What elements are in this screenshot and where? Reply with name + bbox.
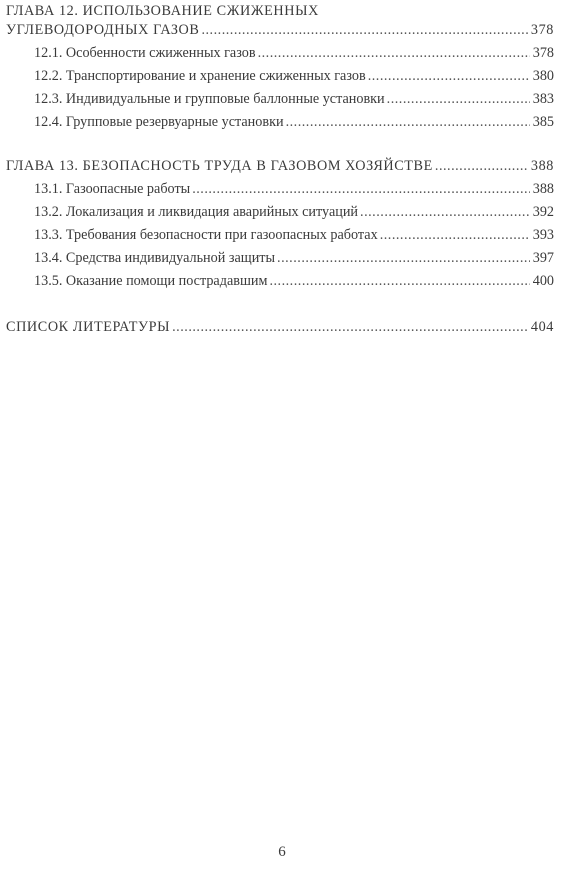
toc-entry-page: 393 xyxy=(532,227,554,243)
dot-leader xyxy=(192,180,530,198)
toc-entry-page: 388 xyxy=(532,181,554,197)
dot-leader xyxy=(277,249,530,267)
dot-leader xyxy=(360,203,530,221)
toc-entry-12-2[interactable] xyxy=(34,67,554,85)
dot-leader xyxy=(387,90,530,108)
toc-entry-12-4[interactable] xyxy=(34,113,554,131)
toc-entry-13-1[interactable] xyxy=(34,180,554,198)
chapter-12-entry[interactable] xyxy=(6,21,554,39)
toc-entry-page: 397 xyxy=(532,250,554,266)
toc-entry-page: 378 xyxy=(532,45,554,61)
chapter-12-page: 378 xyxy=(530,22,554,38)
toc-entry-page: 392 xyxy=(532,204,554,220)
dot-leader xyxy=(368,67,530,85)
chapter-13-entry[interactable] xyxy=(6,157,554,175)
dot-leader xyxy=(380,226,530,244)
toc-entry-page: 385 xyxy=(532,114,554,130)
toc-entry-12-1[interactable] xyxy=(34,44,554,62)
toc-entry-page: 383 xyxy=(532,91,554,107)
toc-entry-13-3[interactable] xyxy=(34,226,554,244)
dot-leader xyxy=(172,318,528,336)
chapter-12-title-line2: УГЛЕВОДОРОДНЫХ ГАЗОВ xyxy=(6,22,200,38)
dot-leader xyxy=(435,157,528,175)
dot-leader xyxy=(258,44,530,62)
toc-entry-13-5[interactable] xyxy=(34,272,554,290)
toc-entry-title: 13.3. Требования безопасности при газоопасных работах xyxy=(34,227,378,243)
chapter-13-page: 388 xyxy=(530,158,554,174)
toc-entry-title: 13.4. Средства индивидуальной защиты xyxy=(34,250,276,266)
toc-entry-title: 13.5. Оказание помощи пострадавшим xyxy=(34,273,268,289)
dot-leader xyxy=(201,21,527,39)
toc-entry-title: 12.1. Особенности сжиженных газов xyxy=(34,45,256,61)
chapter-12-title-line1: ГЛАВА 12. ИСПОЛЬЗОВАНИЕ СЖИЖЕННЫХ xyxy=(6,3,319,19)
toc-entry-title: 12.4. Групповые резервуарные установки xyxy=(34,114,284,130)
bibliography-title: СПИСОК ЛИТЕРАТУРЫ xyxy=(6,319,171,335)
toc-entry-13-2[interactable] xyxy=(34,203,554,221)
chapter-13-title: ГЛАВА 13. БЕЗОПАСНОСТЬ ТРУДА В ГАЗОВОМ ХОЗЯЙСТВЕ xyxy=(6,158,433,174)
dot-leader xyxy=(269,272,529,290)
dot-leader xyxy=(286,113,530,131)
toc-entry-page: 400 xyxy=(532,273,554,289)
toc-entry-title: 13.2. Локализация и ликвидация аварийных ситуаций xyxy=(34,204,359,220)
bibliography-entry[interactable] xyxy=(6,318,554,336)
toc-entry-title: 12.2. Транспортирование и хранение сжиженных газов xyxy=(34,68,366,84)
page-number: 6 xyxy=(278,844,286,860)
toc-entry-title: 13.1. Газоопасные работы xyxy=(34,181,191,197)
toc-entry-12-3[interactable] xyxy=(34,90,554,108)
toc-entry-13-4[interactable] xyxy=(34,249,554,267)
toc-entry-title: 12.3. Индивидуальные и групповые баллонные установки xyxy=(34,91,385,107)
bibliography-page: 404 xyxy=(530,319,554,335)
toc-entry-page: 380 xyxy=(532,68,554,84)
